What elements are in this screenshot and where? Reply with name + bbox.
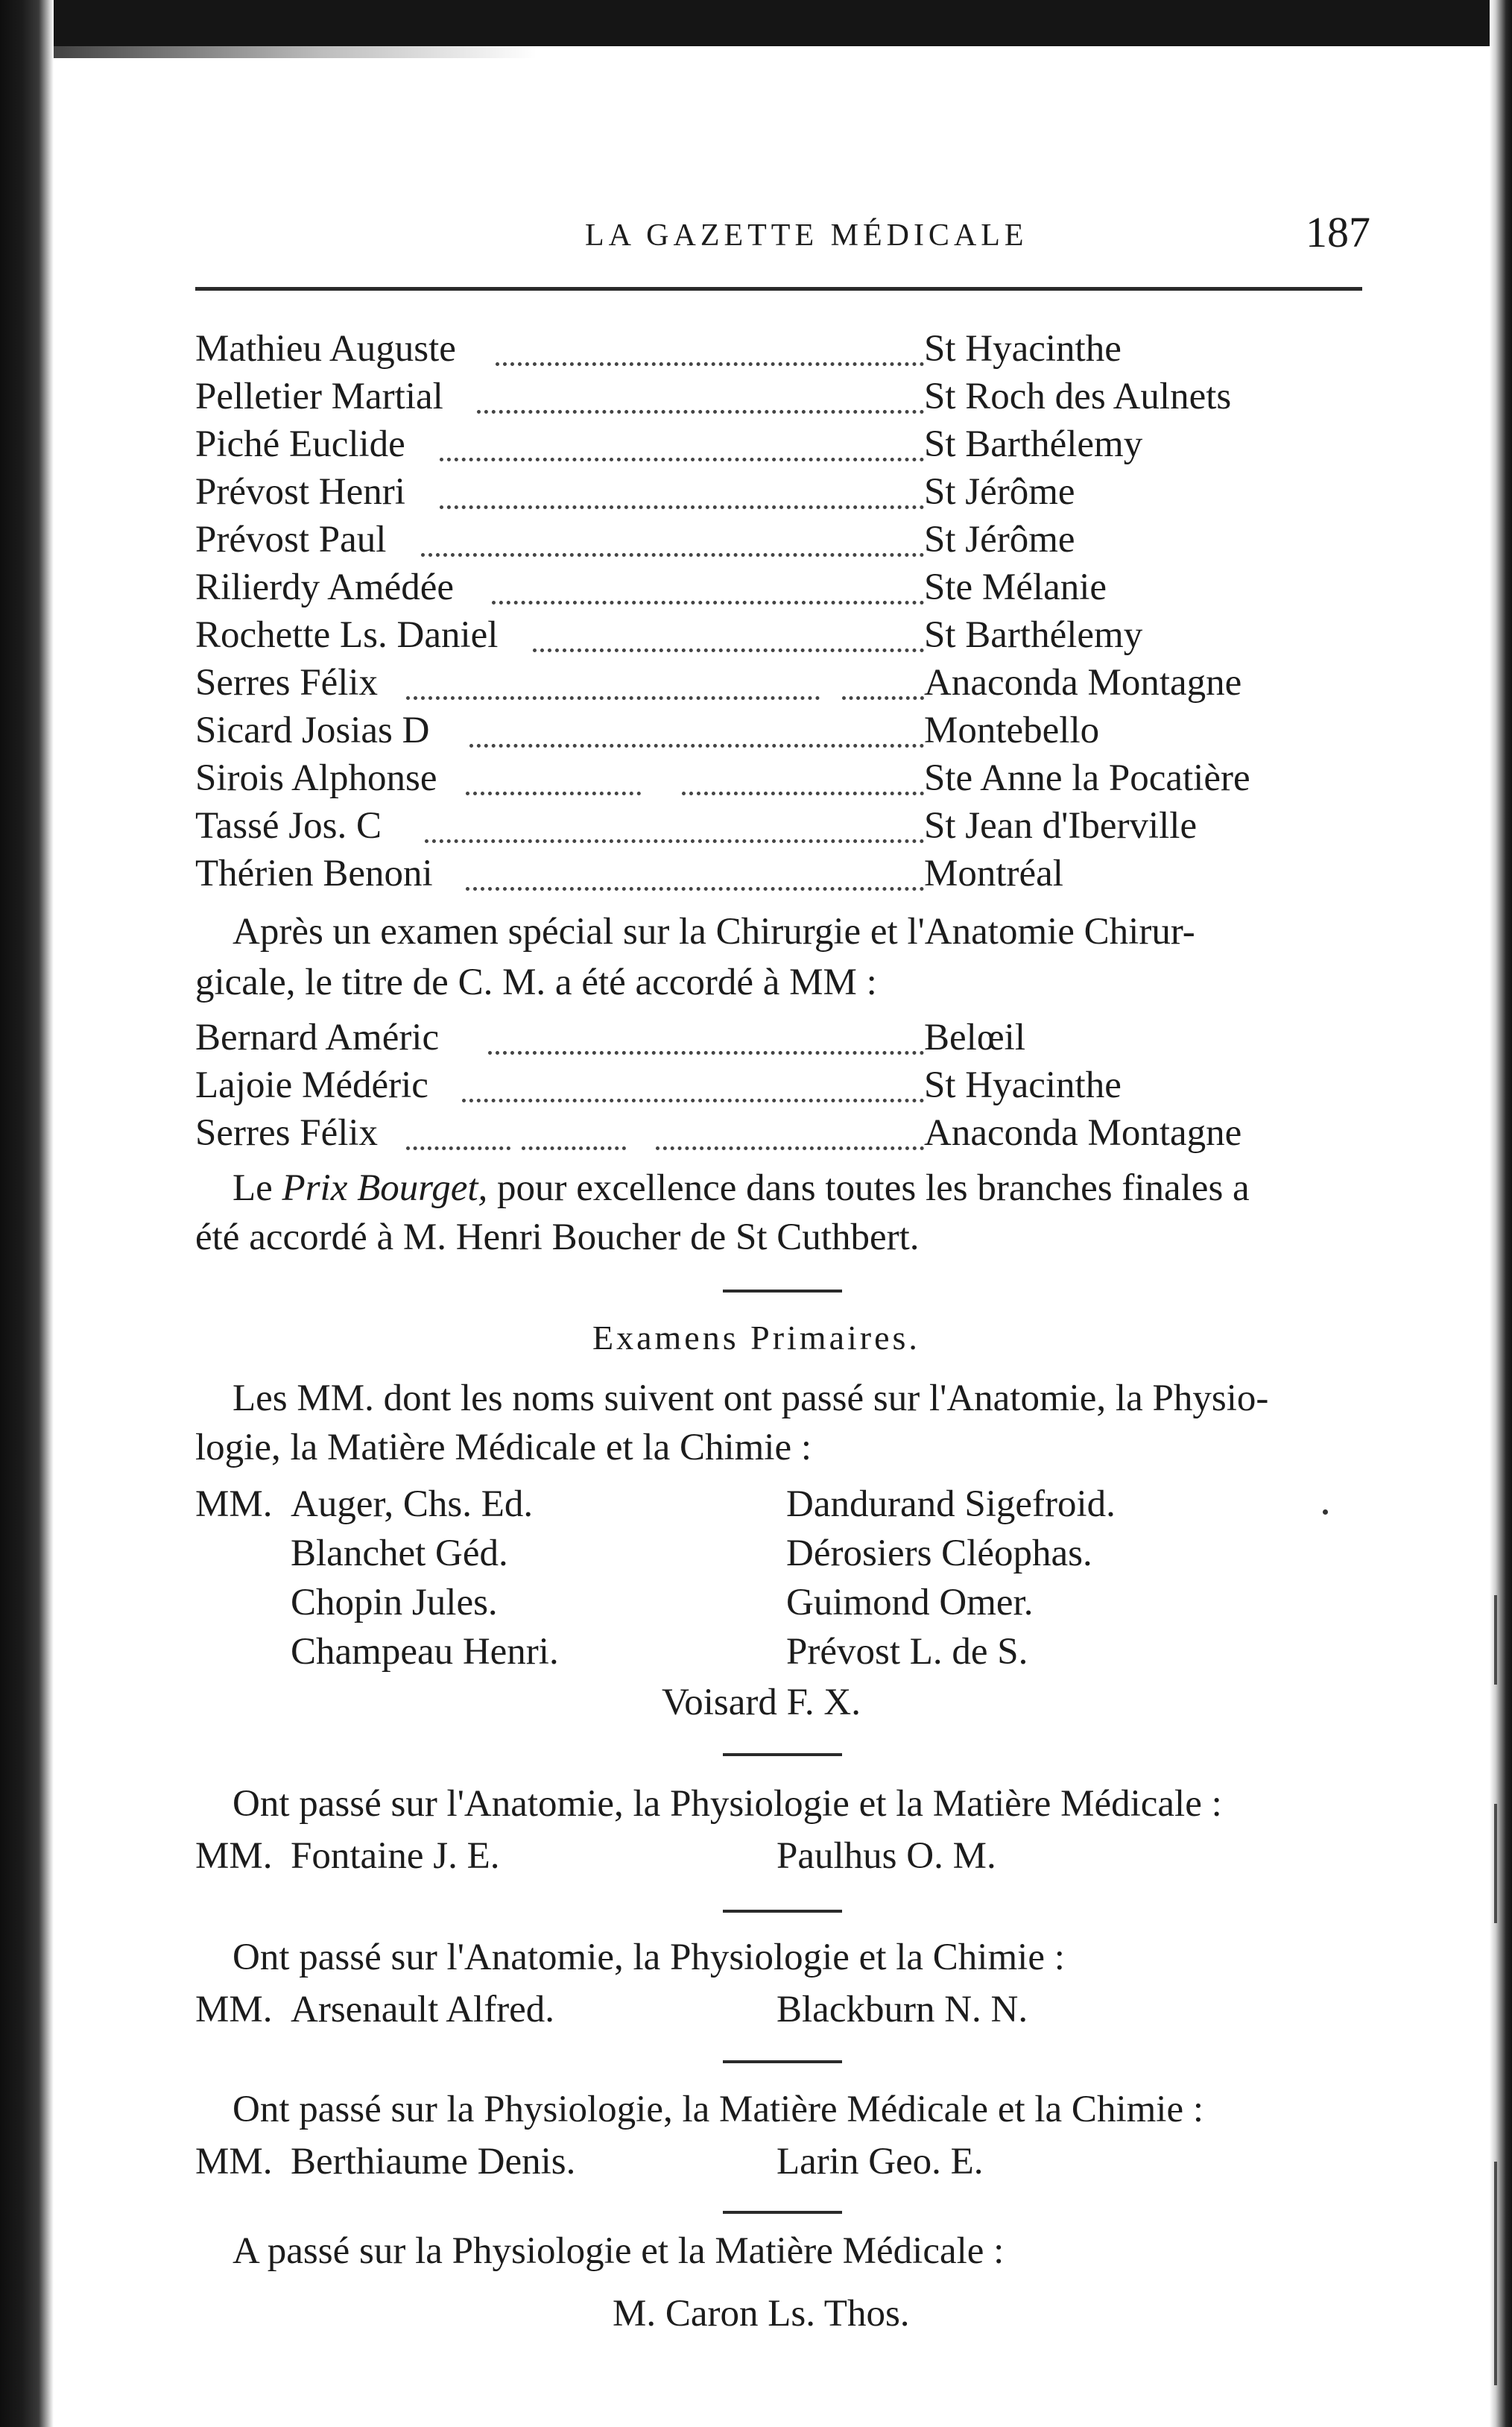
name-entry: Blackburn N. N. bbox=[776, 1989, 1028, 2030]
list-item-place: Anaconda Montagne bbox=[924, 662, 1242, 704]
dot-leader bbox=[496, 362, 924, 366]
section-rule bbox=[723, 1753, 842, 1756]
dot-leader bbox=[466, 792, 641, 795]
group-a-intro: Ont passé sur l'Anatomie, la Physiologie et la Matière Médicale : bbox=[233, 1783, 1222, 1825]
list-item-name: Pelletier Martial bbox=[195, 376, 443, 417]
list-item-place: St Jérôme bbox=[924, 471, 1075, 513]
scan-right-mark bbox=[1494, 2162, 1497, 2385]
list-item-name: Rochette Ls. Daniel bbox=[195, 614, 499, 656]
list-item-place: St Barthélemy bbox=[924, 614, 1143, 656]
dot-leader bbox=[492, 601, 924, 605]
dot-leader bbox=[469, 744, 924, 748]
section-rule bbox=[723, 2211, 842, 2214]
scan-top-shadow bbox=[0, 46, 537, 58]
scan-top-edge bbox=[0, 0, 1512, 46]
cm-paragraph-line-2: gicale, le titre de C. M. a été accordé à MM : bbox=[195, 962, 877, 1003]
section-rule bbox=[723, 1910, 842, 1913]
list-item-place: Ste Mélanie bbox=[924, 566, 1107, 608]
list-item-name: Lajoie Médéric bbox=[195, 1064, 428, 1106]
list-item-place: Belœil bbox=[924, 1017, 1025, 1058]
mm-label: MM. bbox=[195, 2141, 273, 2183]
name-entry: Arsenault Alfred. bbox=[291, 1989, 555, 2030]
scan-right-mark bbox=[1494, 1595, 1497, 1685]
list-item-place: St Hyacinthe bbox=[924, 1064, 1122, 1106]
running-header: LA GAZETTE MÉDICALE bbox=[585, 218, 1028, 253]
list-item-place: St Jérôme bbox=[924, 519, 1075, 561]
prix-name: Prix Bourget, bbox=[282, 1167, 488, 1209]
section-rule bbox=[723, 2060, 842, 2063]
scan-right-mark bbox=[1494, 1804, 1497, 1923]
stray-mark bbox=[1323, 1509, 1328, 1515]
list-item-name: Sicard Josias D bbox=[195, 710, 430, 751]
dot-leader bbox=[488, 1051, 924, 1055]
dot-leader bbox=[656, 1146, 924, 1150]
list-item-name: Rilierdy Amédée bbox=[195, 566, 454, 608]
section-heading: Examens Primaires. bbox=[592, 1319, 920, 1357]
prix-text-before: Le bbox=[233, 1167, 282, 1209]
list-item-name: Thérien Benoni bbox=[195, 853, 433, 894]
list-item-name: Bernard Améric bbox=[195, 1017, 440, 1058]
group-d-intro: A passé sur la Physiologie et la Matière Médicale : bbox=[233, 2230, 1005, 2272]
list-item-name: Piché Euclide bbox=[195, 423, 405, 465]
name-entry: Larin Geo. E. bbox=[776, 2141, 984, 2183]
scan-left-edge bbox=[0, 0, 54, 2427]
name-entry: Dérosiers Cléophas. bbox=[786, 1533, 1092, 1574]
name-entry: Paulhus O. M. bbox=[776, 1835, 996, 1877]
list-item-name: Serres Félix bbox=[195, 662, 379, 704]
prix-line-1 bbox=[233, 1167, 1250, 1209]
name-entry: Blanchet Géd. bbox=[291, 1533, 508, 1574]
dot-leader bbox=[421, 553, 924, 557]
list-item-name: Tassé Jos. C bbox=[195, 805, 382, 847]
mm-label: MM. bbox=[195, 1835, 273, 1877]
list-item-name: Prévost Paul bbox=[195, 519, 387, 561]
dot-leader bbox=[406, 1146, 510, 1150]
dot-leader bbox=[682, 792, 924, 795]
primary-intro-line-2: logie, la Matière Médicale et la Chimie : bbox=[195, 1427, 812, 1468]
dot-leader bbox=[533, 648, 924, 652]
group-c-intro: Ont passé sur la Physiologie, la Matière Médicale et la Chimie : bbox=[233, 2089, 1204, 2130]
list-item-place: Anaconda Montagne bbox=[924, 1112, 1242, 1154]
dot-leader bbox=[406, 696, 820, 700]
primary-intro-line-1: Les MM. dont les noms suivent ont passé sur l'Anatomie, la Physio- bbox=[233, 1377, 1269, 1419]
mm-label: MM. bbox=[195, 1483, 273, 1525]
list-item-name: Sirois Alphonse bbox=[195, 757, 437, 799]
list-item-place: St Roch des Aulnets bbox=[924, 376, 1232, 417]
list-item-place: St Barthélemy bbox=[924, 423, 1143, 465]
name-entry: Prévost L. de S. bbox=[786, 1631, 1028, 1673]
dot-leader bbox=[425, 839, 924, 843]
scan-right-edge bbox=[1490, 0, 1512, 2427]
mm-label: MM. bbox=[195, 1989, 273, 2030]
cm-paragraph-line-1: Après un examen spécial sur la Chirurgie et l'Anatomie Chirur- bbox=[233, 911, 1195, 953]
name-entry: Guimond Omer. bbox=[786, 1582, 1034, 1623]
list-item-place: Ste Anne la Pocatière bbox=[924, 757, 1250, 799]
list-item-place: Montréal bbox=[924, 853, 1063, 894]
name-entry: Fontaine J. E. bbox=[291, 1835, 500, 1877]
name-entry: Voisard F. X. bbox=[662, 1682, 861, 1723]
list-item-name: Serres Félix bbox=[195, 1112, 379, 1154]
name-entry: Chopin Jules. bbox=[291, 1582, 498, 1623]
list-item-name: Prévost Henri bbox=[195, 471, 405, 513]
prix-text-after: pour excellence dans toutes les branches finales a bbox=[487, 1167, 1250, 1209]
prix-line-2: été accordé à M. Henri Boucher de St Cuthbert. bbox=[195, 1216, 920, 1258]
header-rule bbox=[195, 287, 1362, 291]
dot-leader bbox=[477, 410, 924, 414]
dot-leader bbox=[842, 696, 924, 700]
list-item-place: Montebello bbox=[924, 710, 1100, 751]
name-entry: Champeau Henri. bbox=[291, 1631, 559, 1673]
list-item-name: Mathieu Auguste bbox=[195, 328, 456, 370]
list-item-place: St Jean d'Iberville bbox=[924, 805, 1198, 847]
group-b-intro: Ont passé sur l'Anatomie, la Physiologie et la Chimie : bbox=[233, 1937, 1065, 1978]
dot-leader bbox=[440, 458, 924, 461]
list-item-place: St Hyacinthe bbox=[924, 328, 1122, 370]
name-entry: Dandurand Sigefroid. bbox=[786, 1483, 1116, 1525]
dot-leader bbox=[440, 505, 924, 509]
name-entry: Berthiaume Denis. bbox=[291, 2141, 576, 2183]
name-entry: Auger, Chs. Ed. bbox=[291, 1483, 534, 1525]
dot-leader bbox=[466, 887, 924, 891]
dot-leader bbox=[522, 1146, 626, 1150]
section-rule bbox=[723, 1290, 842, 1293]
name-entry: M. Caron Ls. Thos. bbox=[613, 2293, 910, 2335]
page-number: 187 bbox=[1306, 208, 1370, 256]
dot-leader bbox=[462, 1099, 924, 1102]
